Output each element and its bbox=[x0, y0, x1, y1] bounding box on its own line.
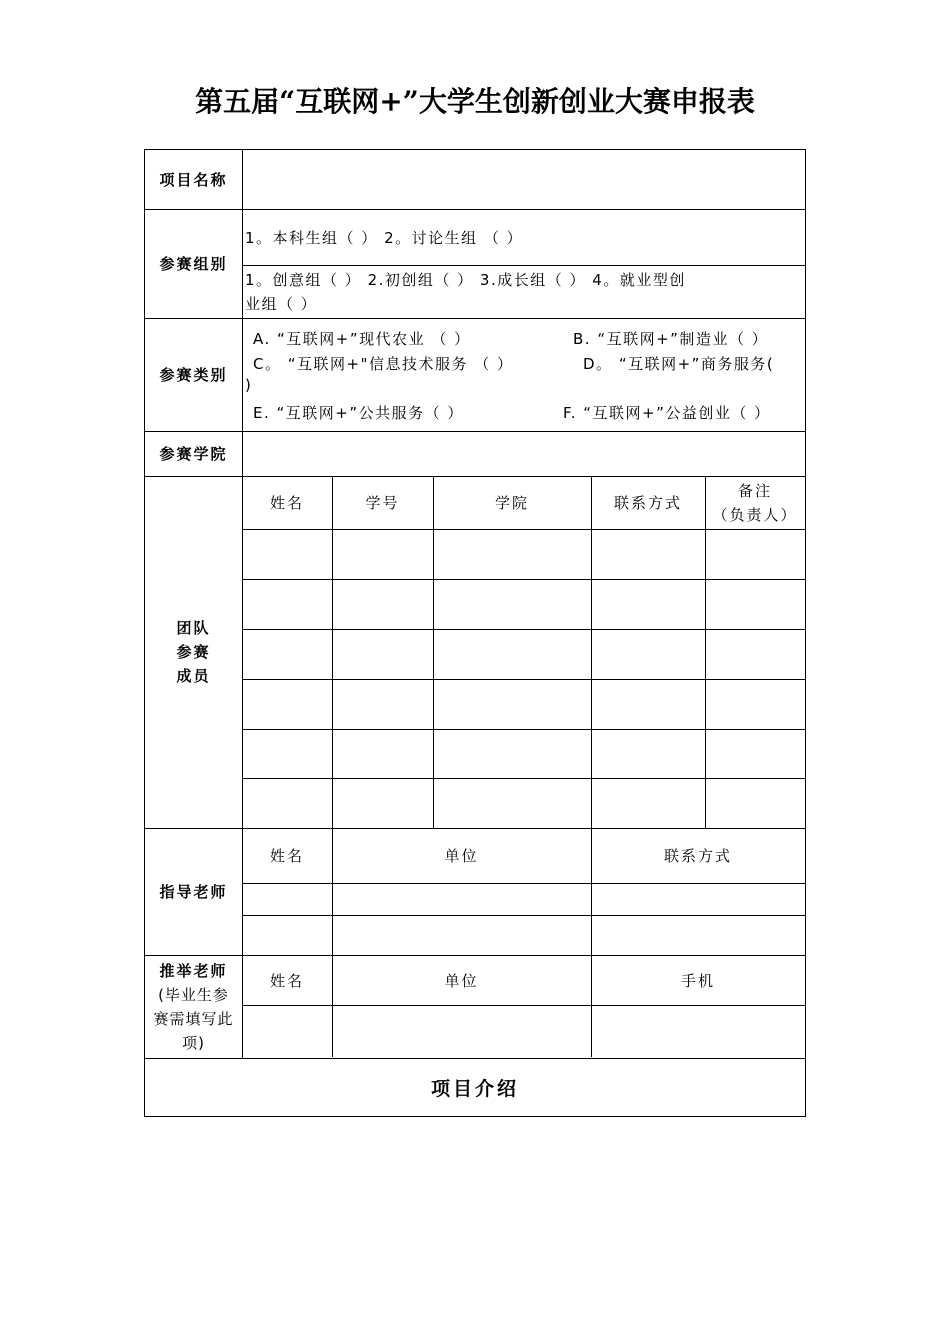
category-option-e[interactable]: E. “互联网+”公共服务（ ） bbox=[253, 404, 464, 422]
advisor-header-name: 姓名 bbox=[269, 847, 304, 865]
recommender-row[interactable] bbox=[243, 1006, 805, 1058]
team-header-name: 姓名 bbox=[269, 494, 304, 512]
category-option-a[interactable]: A. “互联网+”现代农业 （ ） bbox=[253, 330, 471, 348]
recommender-header-name: 姓名 bbox=[269, 971, 304, 990]
category-option-d-continued: ) bbox=[245, 376, 253, 394]
project-name-field[interactable] bbox=[243, 150, 805, 209]
recommender-note-1: (毕业生参 bbox=[158, 985, 229, 1004]
group-label: 参赛组别 bbox=[159, 255, 228, 273]
team-header-college: 学院 bbox=[494, 494, 529, 512]
team-member-rows[interactable] bbox=[243, 530, 805, 828]
recommender-header-unit: 单位 bbox=[444, 971, 479, 990]
application-form bbox=[144, 149, 806, 1117]
category-option-f[interactable]: F. “互联网+”公益创业（ ） bbox=[563, 404, 771, 422]
page-title: 第五届“互联网+”大学生创新创业大赛申报表 bbox=[195, 85, 755, 118]
group-option-line-1[interactable]: 1。本科生组（ ） 2。讨论生组 （ ） bbox=[245, 229, 524, 247]
recommender-label-block bbox=[145, 955, 242, 1058]
category-option-b[interactable]: B. “互联网+”制造业（ ） bbox=[573, 330, 769, 348]
team-header-remark: 备注 （负责人） bbox=[712, 481, 798, 524]
recommender-header-phone: 手机 bbox=[680, 971, 715, 990]
advisor-rows[interactable] bbox=[243, 884, 805, 955]
recommender-note-3: 项) bbox=[182, 1033, 205, 1052]
recommender-label: 推举老师 bbox=[159, 961, 228, 980]
category-option-d[interactable]: D。 “互联网+”商务服务( bbox=[583, 355, 775, 373]
college-label: 参赛学院 bbox=[159, 445, 228, 463]
advisor-header-unit: 单位 bbox=[444, 847, 479, 865]
advisor-header-contact: 联系方式 bbox=[663, 847, 732, 865]
team-members-label: 团队 参赛 成员 bbox=[176, 619, 211, 685]
recommender-note-2: 赛需填写此 bbox=[153, 1009, 234, 1028]
team-header-contact: 联系方式 bbox=[613, 494, 682, 512]
advisor-label: 指导老师 bbox=[159, 883, 228, 901]
team-header-student-id: 学号 bbox=[365, 494, 400, 512]
project-intro-heading: 项目介绍 bbox=[430, 1077, 519, 1100]
college-field[interactable] bbox=[243, 431, 805, 476]
category-label: 参赛类别 bbox=[159, 366, 228, 384]
category-option-c[interactable]: C。 “互联网+"信息技术服务 （ ） bbox=[253, 355, 514, 373]
group-option-line-2[interactable]: 1。创意组（ ） 2.初创组（ ） 3.成长组（ ） 4。就业型创 bbox=[245, 271, 686, 289]
group-option-line-3[interactable]: 业组（ ） bbox=[245, 295, 318, 313]
project-name-label: 项目名称 bbox=[159, 171, 228, 189]
